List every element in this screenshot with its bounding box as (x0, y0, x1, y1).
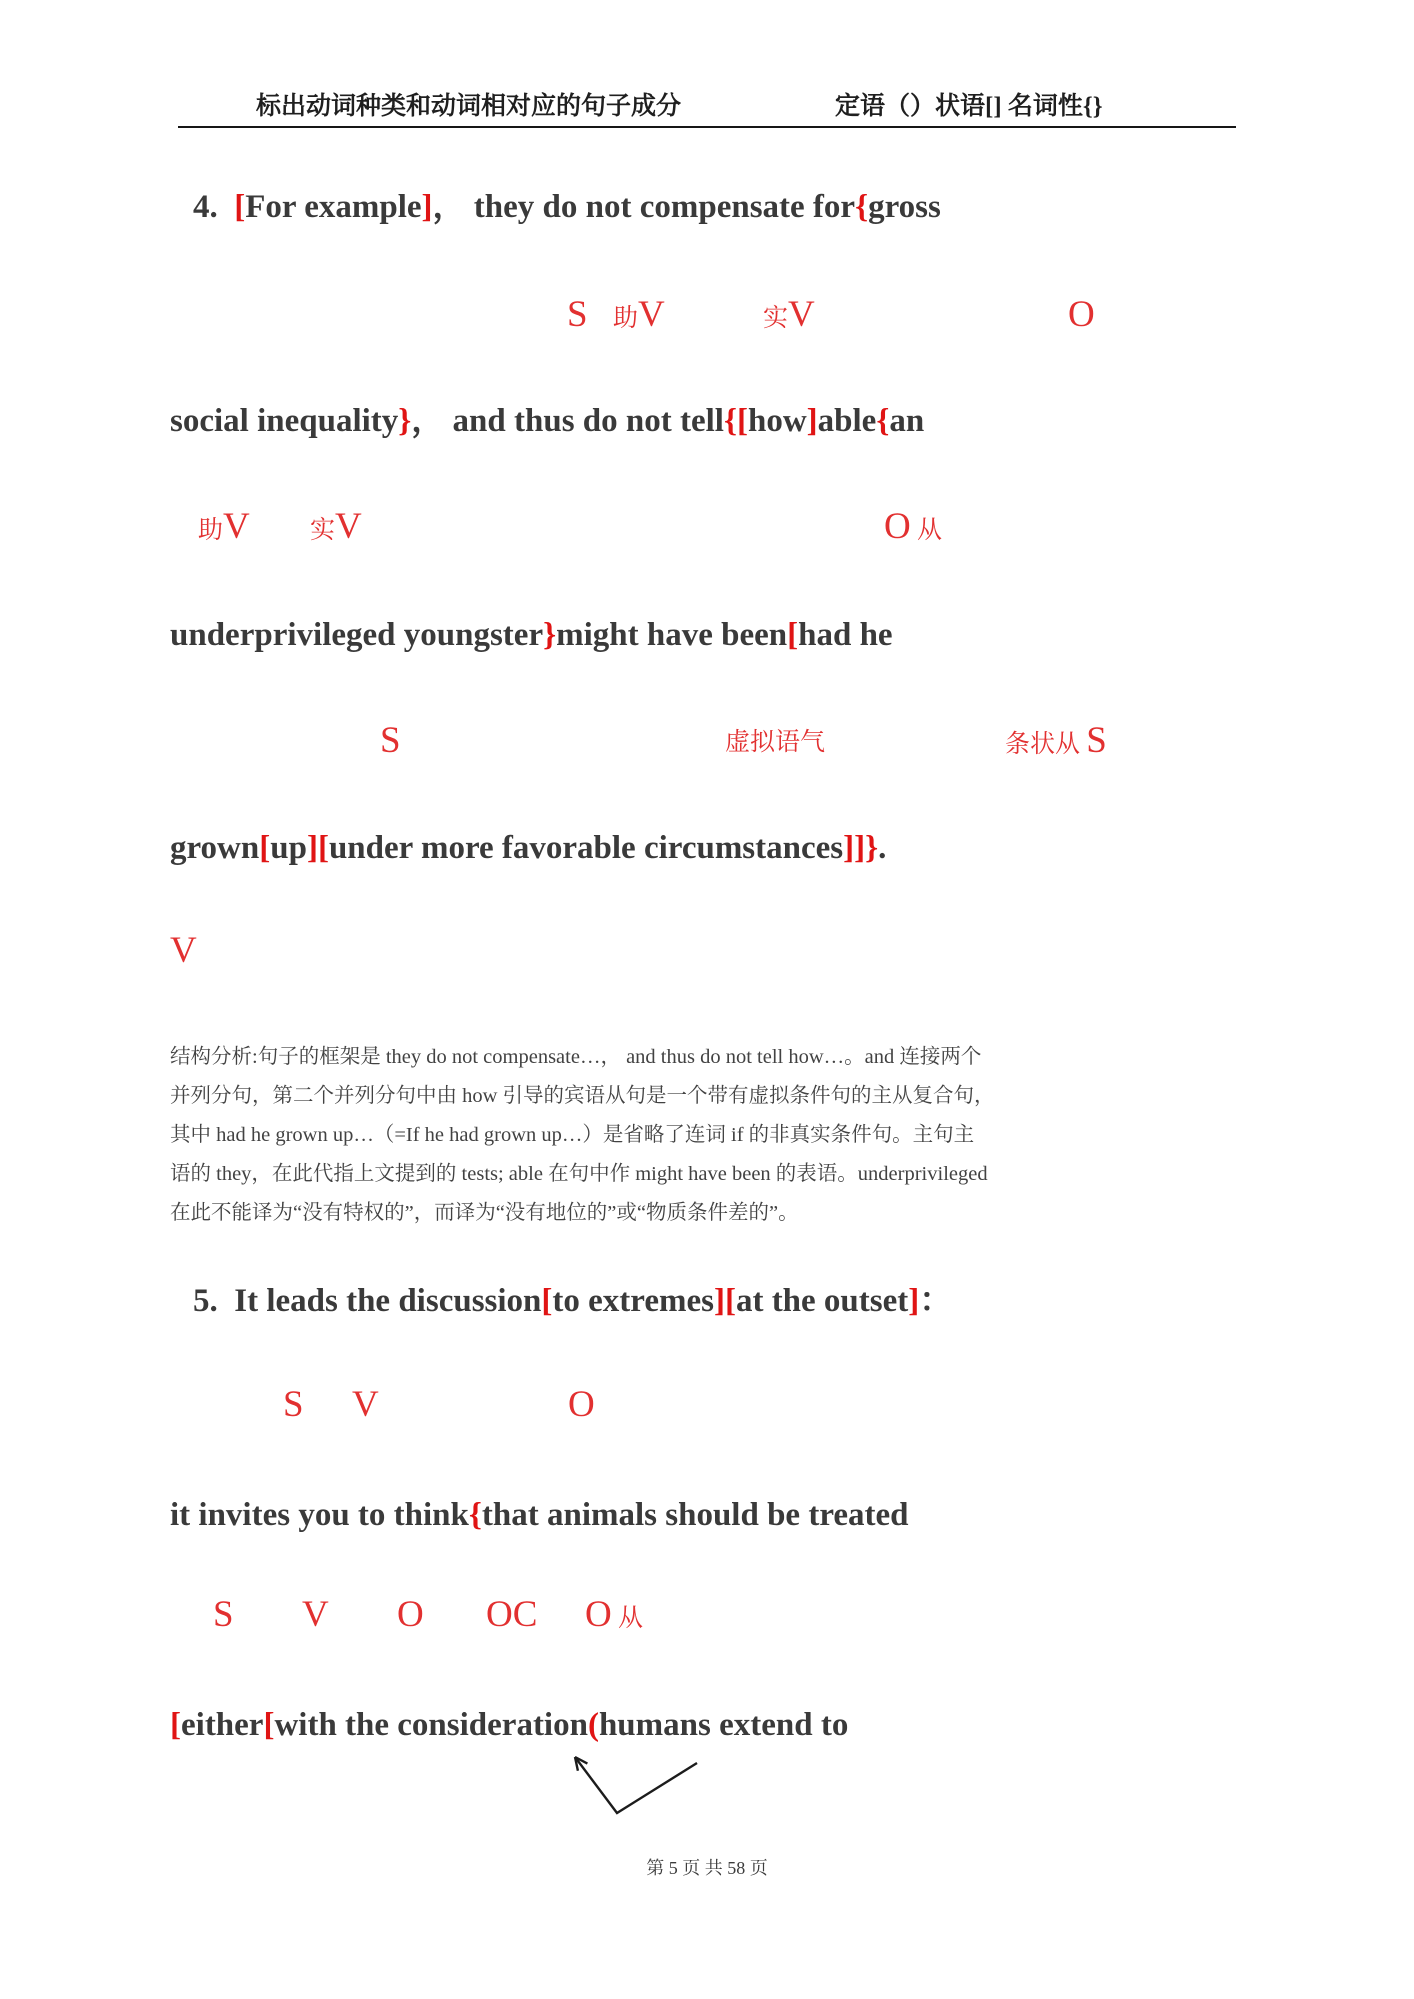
analysis-line: 语的 they，在此代指上文提到的 tests; able 在句中作 might have been 的表语。underprivileged (170, 1163, 988, 1185)
subject-label: S (213, 1594, 234, 1635)
header-rule (178, 126, 1236, 128)
subjunctive-mood-label: 虚拟语气 (725, 729, 826, 756)
main-verb-label: 实V (763, 294, 815, 335)
subject-label: S (283, 1384, 304, 1425)
object-label: O (1068, 294, 1095, 335)
object-label: O (397, 1594, 424, 1635)
analysis-line: 其中 had he grown up…（=If he had grown up…）是省略了连词 if 的非真实条件句。主句主 (170, 1124, 975, 1146)
subject-label: S (380, 720, 401, 761)
object-clause-label: O 从 (585, 1594, 643, 1635)
aux-verb-label: 助V (198, 506, 250, 547)
header-left-title: 标出动词种类和动词相对应的句子成分 (256, 93, 682, 120)
header-legend: 定语（）状语[] 名词性{} (835, 93, 1103, 120)
main-verb-label: 实V (310, 506, 362, 547)
verb-label: V (302, 1594, 329, 1635)
sentence5-line1: 5. It leads the discussion[to extremes][at the outset]： (193, 1283, 953, 1319)
page-number-footer: 第 5 页 共 58 页 (646, 1858, 768, 1878)
conditional-clause-subject-label: 条状从 S (1005, 720, 1107, 761)
aux-verb-label: 助V (613, 294, 665, 335)
analysis-line: 在此不能译为“没有特权的”，而译为“没有地位的”或“物质条件差的”。 (170, 1202, 799, 1224)
sentence5-line2: it invites you to think{that animals should be treated (170, 1497, 909, 1533)
sentence4-line1: 4. [For example]， they do not compensate for{gross (193, 189, 941, 225)
object-clause-label: O 从 (884, 506, 942, 547)
structure-analysis-paragraph (170, 1038, 995, 1233)
object-label: O (568, 1384, 595, 1425)
analysis-line: 并列分句，第二个并列分句中由 how 引导的宾语从句是一个带有虚拟条件句的主从复合句， (170, 1085, 995, 1107)
subject-label: S (567, 294, 588, 335)
sentence4-line2: social inequality}， and thus do not tell{[how]able{an (170, 403, 925, 439)
sentence4-line3: underprivileged youngster}might have been[had he (170, 617, 893, 653)
annotation-arrow (540, 1735, 740, 1835)
sentence4-line4: grown[up][under more favorable circumstances]]}. (170, 830, 887, 866)
verb-label: V (170, 930, 197, 971)
analysis-line: 结构分析:句子的框架是 they do not compensate…， and thus do not tell how…。and 连接两个 (170, 1046, 982, 1068)
verb-label: V (352, 1384, 379, 1425)
object-complement-label: OC (486, 1594, 538, 1635)
sentence5-line3: [either[with the consideration(humans extend to (170, 1707, 849, 1743)
